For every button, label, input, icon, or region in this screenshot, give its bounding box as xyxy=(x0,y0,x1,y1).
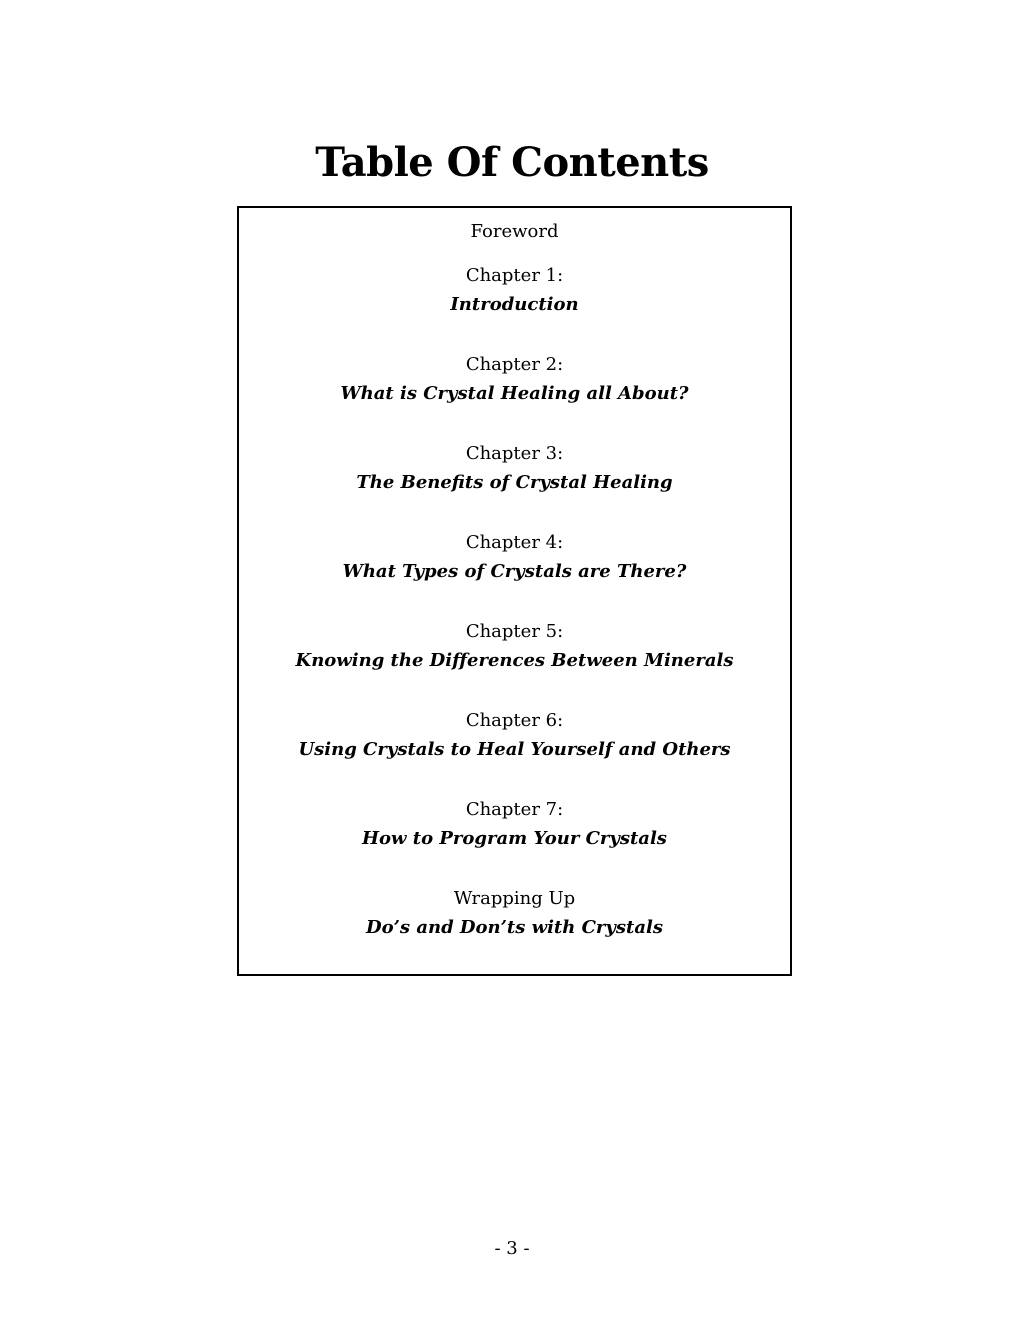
page-title: Table Of Contents xyxy=(315,139,709,186)
toc-entry-6-title: Using Crystals to Heal Yourself and Others xyxy=(298,739,731,760)
toc-entry-1-label: Chapter 1: xyxy=(465,265,564,286)
toc-foreword: Foreword xyxy=(470,221,559,242)
page-number: - 3 - xyxy=(494,1238,530,1259)
toc-wrapping-up-label: Wrapping Up xyxy=(453,888,576,909)
toc-wrapping-up-title: Do’s and Don’ts with Crystals xyxy=(366,917,663,938)
toc-box xyxy=(237,206,792,976)
toc-entry-3-title: The Benefits of Crystal Healing xyxy=(356,472,673,493)
toc-entry-7-label: Chapter 7: xyxy=(465,799,564,820)
toc-entry-1-title: Introduction xyxy=(450,294,579,315)
toc-entry-4-label: Chapter 4: xyxy=(465,532,564,553)
toc-entry-5-label: Chapter 5: xyxy=(465,621,564,642)
toc-entry-6-label: Chapter 6: xyxy=(465,710,564,731)
toc-entry-4-title: What Types of Crystals are There? xyxy=(342,561,687,582)
toc-entry-5-title: Knowing the Differences Between Minerals xyxy=(295,650,734,671)
toc-entry-2-title: What is Crystal Healing all About? xyxy=(340,383,689,404)
toc-entry-3-label: Chapter 3: xyxy=(465,443,564,464)
toc-entry-7-title: How to Program Your Crystals xyxy=(362,828,667,849)
toc-entry-2-label: Chapter 2: xyxy=(465,354,564,375)
